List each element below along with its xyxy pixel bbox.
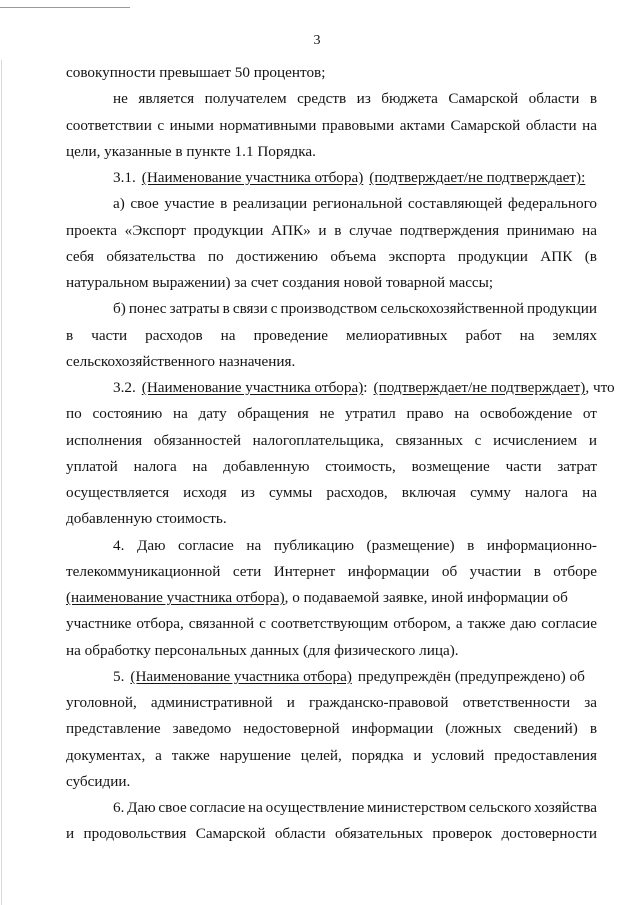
participant-name-placeholder: (наименование участника отбора) xyxy=(66,589,285,606)
page-number: 3 xyxy=(313,33,321,48)
text-line: в части расходов на проведение мелиоративных работ на землях xyxy=(66,326,598,344)
document-body xyxy=(66,60,615,848)
text-line: натуральном выражении) за счет создания новой товарной массы; xyxy=(66,274,494,291)
text-line: представление заведомо недостоверной информации (ложных сведений) в xyxy=(66,720,598,738)
text-line: сельскохозяйственного назначения. xyxy=(66,352,296,370)
text-line: а) свое участие в реализации региональной составляющей федерального xyxy=(113,195,598,213)
text-line: цели, указанные в пункте 1.1 Порядка. xyxy=(66,142,316,160)
text-line: проекта «Экспорт продукции АПК» и в случае подтверждения принимаю на xyxy=(66,221,597,239)
participant-name-placeholder: (Наименование участника отбора) xyxy=(130,667,352,685)
participant-name-placeholder: (Наименование участника отбора) xyxy=(141,379,364,396)
scan-edge-artifact xyxy=(0,7,130,8)
text-line: б) понес затраты в связи с производством сельскохозяйственной продукции xyxy=(113,300,597,318)
text-line: телекоммуникационной сети Интернет информации об участии в отборе xyxy=(66,562,597,580)
text-line: субсидии. xyxy=(66,772,131,790)
text-line: уплатой налога на добавленную стоимость, возмещение части затрат xyxy=(66,457,597,475)
text-line: соответствии с иными нормативными правовыми актами Самарской области на xyxy=(66,116,598,134)
participant-name-placeholder: (Наименование участника отбора) xyxy=(141,169,364,186)
text-line: себя обязательства по достижению объема экспорта продукции АПК (в xyxy=(66,247,597,265)
text-line: исполнения обязанностей налогоплательщика, связанных с исчислением и xyxy=(66,431,598,449)
confirm-placeholder: (подтверждает/не подтверждает): xyxy=(369,169,586,186)
text-line: совокупности превышает 50 процентов; xyxy=(66,64,326,81)
text-line: 6. Даю свое согласие на осуществление министерством сельского хозяйства xyxy=(113,799,597,816)
scan-margin-line xyxy=(1,60,2,905)
clause-3-2-heading: 3.2. (Наименование участника отбора): (подтверждает/не подтверждает), что xyxy=(113,379,615,396)
confirm-placeholder: (подтверждает/не подтверждает) xyxy=(373,379,586,396)
text-line: 4. Даю согласие на публикацию (размещение) в информационно- xyxy=(113,536,597,554)
text-line: уголовной, административной и гражданско-правовой ответственности за xyxy=(66,694,598,711)
text-line: документах, а также нарушение целей, порядка и условий предоставления xyxy=(66,746,597,764)
text-line: по состоянию на дату обращения не утратил право на освобождение от xyxy=(66,405,597,423)
clause-5-heading: 5. (Наименование участника отбора) предупреждён (предупреждено) об xyxy=(113,667,585,685)
text-line: не является получателем средств из бюджета Самарской области в xyxy=(113,90,598,108)
text-line: и продовольствия Самарской области обязательных проверок достоверности xyxy=(66,825,597,843)
text-line: (наименование участника отбора), о подаваемой заявке, иной информации об xyxy=(66,589,568,606)
text-line: участнике отбора, связанной с соответствующим отбором, а также даю согласие xyxy=(66,615,598,633)
text-line: на обработку персональных данных (для физического лица). xyxy=(66,641,459,659)
text-line: осуществляется исходя из суммы расходов, включая сумму налога на xyxy=(66,484,597,501)
clause-3-1-heading: 3.1. (Наименование участника отбора) (подтверждает/не подтверждает): xyxy=(113,169,586,186)
text-line: добавленную стоимость. xyxy=(66,510,227,528)
